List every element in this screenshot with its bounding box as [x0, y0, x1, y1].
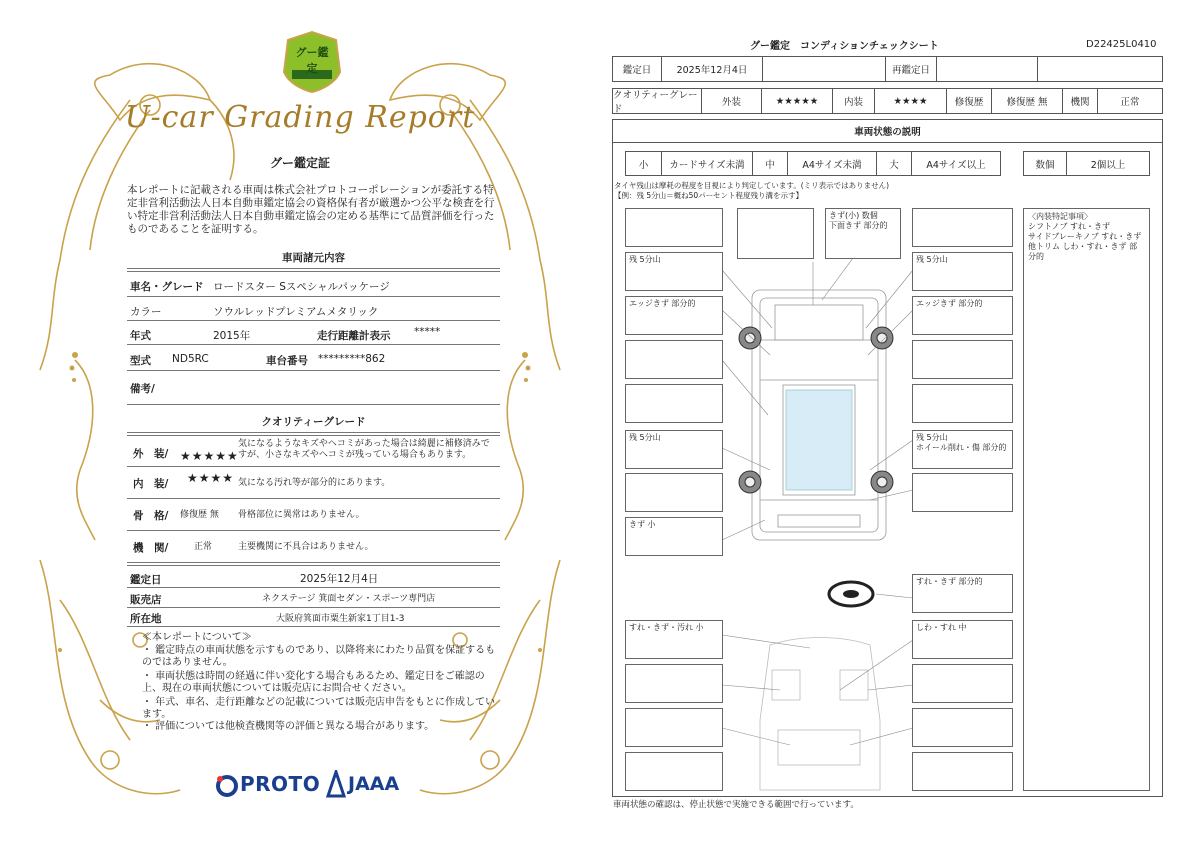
color-label: カラー	[130, 306, 162, 318]
note-item: ・ 鑑定時点の車両状態を示すものであり、以降将来にわたり品質を保証するものではありません。	[142, 645, 496, 668]
legend-large: 大	[876, 151, 912, 176]
date-value: 2025年12月4日	[661, 56, 763, 82]
divider	[127, 320, 500, 321]
divider	[127, 587, 500, 588]
year-label: 年式	[130, 330, 151, 342]
proto-logo: PROTO	[240, 772, 321, 796]
divider	[127, 530, 500, 531]
condition-box-empty	[912, 664, 1013, 703]
note-item: ・ 年式、車名、走行距離などの記載については販売店申告をもとに作成しています。	[142, 697, 495, 720]
engine-desc: 主要機関に不具合はありません。	[238, 542, 374, 552]
dealer-label: 販売店	[130, 594, 162, 606]
exterior-stars: ★★★★★	[761, 88, 833, 114]
exterior-label: 外 装/	[133, 448, 169, 460]
condition-box-left-front-tire: 残 5分山	[625, 252, 723, 291]
frame-desc: 骨格部位に異常はありません。	[238, 510, 365, 520]
divider	[127, 607, 500, 608]
name-label: 車名・グレード	[130, 281, 204, 293]
legend-medium: 中	[752, 151, 788, 176]
interior-note: シフトノブ すれ・きず	[1028, 222, 1111, 231]
engine-value: 正常	[194, 542, 213, 552]
condition-box-right-edge: エッジきず 部分的	[912, 296, 1013, 335]
interior-notes-heading: 〈内装特記事項〉	[1028, 212, 1092, 221]
name-value: ロードスター Sスペシャルパッケージ	[213, 281, 390, 293]
engine-value: 正常	[1097, 88, 1163, 114]
divider	[127, 562, 500, 566]
condition-box-right-front-tire: 残 5分山	[912, 252, 1013, 291]
legend-medium-desc: A4サイズ未満	[787, 151, 877, 176]
mileage-label: 走行距離計表示	[317, 330, 391, 342]
divider	[127, 296, 500, 297]
divider	[127, 498, 500, 499]
spec-heading: 車両諸元内容	[282, 252, 345, 264]
legend-large-desc: A4サイズ以上	[911, 151, 1001, 176]
chassis-value: *********862	[318, 353, 386, 365]
badge-text: グー鑑定	[295, 46, 329, 75]
condition-box-empty	[912, 708, 1013, 747]
notes-heading: ≪本レポートについて≫	[142, 632, 252, 643]
interior-stars: ★★★★	[874, 88, 947, 114]
interior-note: サイドブレーキノブ すれ・きず	[1028, 232, 1142, 241]
condition-box-empty	[625, 664, 723, 703]
interior-notes-panel	[1023, 208, 1150, 791]
condition-box-left-rear-tire: 残 5分山	[625, 430, 723, 469]
condition-box-empty	[912, 752, 1013, 791]
legend-small-desc: カードサイズ未満	[661, 151, 753, 176]
condition-box-empty	[912, 473, 1013, 512]
exterior-desc: 気になるようなキズやヘコミがあった場合は綺麗に補修済みですが、小さなキズやヘコミが残っている場合もあります。	[238, 439, 490, 460]
address-value: 大阪府箕面市粟生新家1丁目1-3	[276, 614, 405, 624]
engine-label: 機 関/	[133, 542, 169, 554]
condition-box-left-bottom: きず 小	[625, 517, 723, 556]
divider	[127, 404, 500, 405]
condition-box-right-rear-tire: 残 5分山 ホイール削れ・傷 部分的	[912, 430, 1013, 469]
exterior-stars: ★★★★★	[180, 449, 239, 463]
color-value: ソウルレッドプレミアムメタリック	[213, 306, 379, 318]
condition-box-empty	[625, 208, 723, 247]
date-value: 2025年12月4日	[300, 573, 379, 585]
dealer-value: ネクステージ 箕面セダン・スポーツ専門店	[262, 594, 436, 604]
frame-label: 骨 格/	[133, 510, 169, 522]
divider	[127, 268, 500, 272]
engine-label: 機関	[1062, 88, 1098, 114]
repair-label: 修復歴	[946, 88, 992, 114]
interior-label: 内 装/	[133, 478, 169, 490]
condition-box-left-edge: エッジきず 部分的	[625, 296, 723, 335]
note-item: ・ 評価については他検査機関等の評価と異なる場合があります。	[142, 721, 435, 732]
sheet-footer: 車両状態の確認は、停止状態で実施できる範囲で行っています。	[613, 800, 859, 810]
interior-stars: ★★★★	[187, 471, 235, 485]
date-label: 鑑定日	[130, 574, 162, 586]
condition-box-empty	[912, 208, 1013, 247]
divider	[127, 432, 500, 436]
quality-label: クオリティーグレード	[612, 88, 702, 114]
certificate-statement: 本レポートに記載される車両は株式会社プロトコーポレーションが委託する特定非営利活動法人日本自動車鑑定協会の資格保有者が厳選かつ公平な検査を行い特定非営利活動法人日本自動車鑑定協会の定める基準にて品質評価を行ったものであることを証明する。	[127, 184, 495, 235]
condition-box-empty	[625, 384, 723, 423]
condition-sheet	[600, 0, 1200, 848]
condition-box-roof: きず(小) 数個 下面きず 部分的	[825, 208, 901, 259]
tire-example: 【例：残 5分山＝概ね50パーセント程度残り溝を示す】	[614, 191, 804, 200]
interior-desc: 気になる汚れ等が部分的にあります。	[238, 478, 391, 488]
jaaa-logo-icon	[326, 770, 346, 798]
divider	[127, 344, 500, 345]
certificate-title: U-car Grading Report	[124, 100, 476, 135]
condition-box-empty	[625, 708, 723, 747]
interior-label: 内装	[832, 88, 875, 114]
legend-small: 小	[625, 151, 662, 176]
condition-box-interior-right: しわ・すれ 中	[912, 620, 1013, 659]
condition-box-empty	[912, 384, 1013, 423]
divider	[127, 370, 500, 371]
condition-box-empty	[625, 340, 723, 379]
legend-count-desc: 2個以上	[1066, 151, 1150, 176]
proto-logo-icon	[215, 774, 239, 798]
condition-box-steering: すれ・きず 部分的	[912, 574, 1013, 613]
document-id: D22425L0410	[1086, 39, 1157, 50]
condition-box-empty	[625, 752, 723, 791]
divider	[127, 626, 500, 627]
date-label: 鑑定日	[612, 56, 662, 82]
model-value: ND5RC	[172, 353, 209, 365]
year-value: 2015年	[213, 330, 251, 342]
jaaa-logo: JAAA	[348, 773, 400, 795]
condition-box-interior-left: すれ・きず・汚れ 小	[625, 620, 723, 659]
repair-value: 修復歴 無	[991, 88, 1063, 114]
certificate-subtitle: グー鑑定証	[269, 156, 330, 170]
condition-box-empty	[625, 473, 723, 512]
address-label: 所在地	[130, 613, 162, 625]
mileage-value: *****	[414, 326, 441, 338]
legend-count: 数個	[1023, 151, 1067, 176]
interior-note: 他トリム しわ・すれ・きず 部分的	[1028, 242, 1138, 261]
divider	[127, 466, 500, 467]
quality-heading: クオリティーグレード	[261, 416, 366, 428]
tire-note: タイヤ残山は摩耗の程度を目視により判定しています。(ミリ表示ではありません)	[614, 181, 890, 190]
sheet-title: グー鑑定 コンディションチェックシート	[750, 41, 939, 52]
condition-box-empty	[737, 208, 814, 259]
model-label: 型式	[130, 355, 151, 367]
remarks-label: 備考/	[130, 383, 155, 395]
condition-heading: 車両状態の説明	[612, 119, 1163, 143]
note-item: ・ 車両状態は時間の経過に伴い変化する場合もあるため、鑑定日をご確認の上、現在の車両状態については販売店にお問合せください。	[142, 671, 485, 694]
windshield-area	[786, 390, 852, 490]
steering-wheel-icon	[829, 582, 873, 606]
exterior-label: 外装	[701, 88, 762, 114]
condition-box-empty	[912, 340, 1013, 379]
chassis-label: 車台番号	[266, 355, 308, 367]
reinspect-label: 再鑑定日	[885, 56, 937, 82]
frame-value: 修復歴 無	[180, 510, 219, 520]
